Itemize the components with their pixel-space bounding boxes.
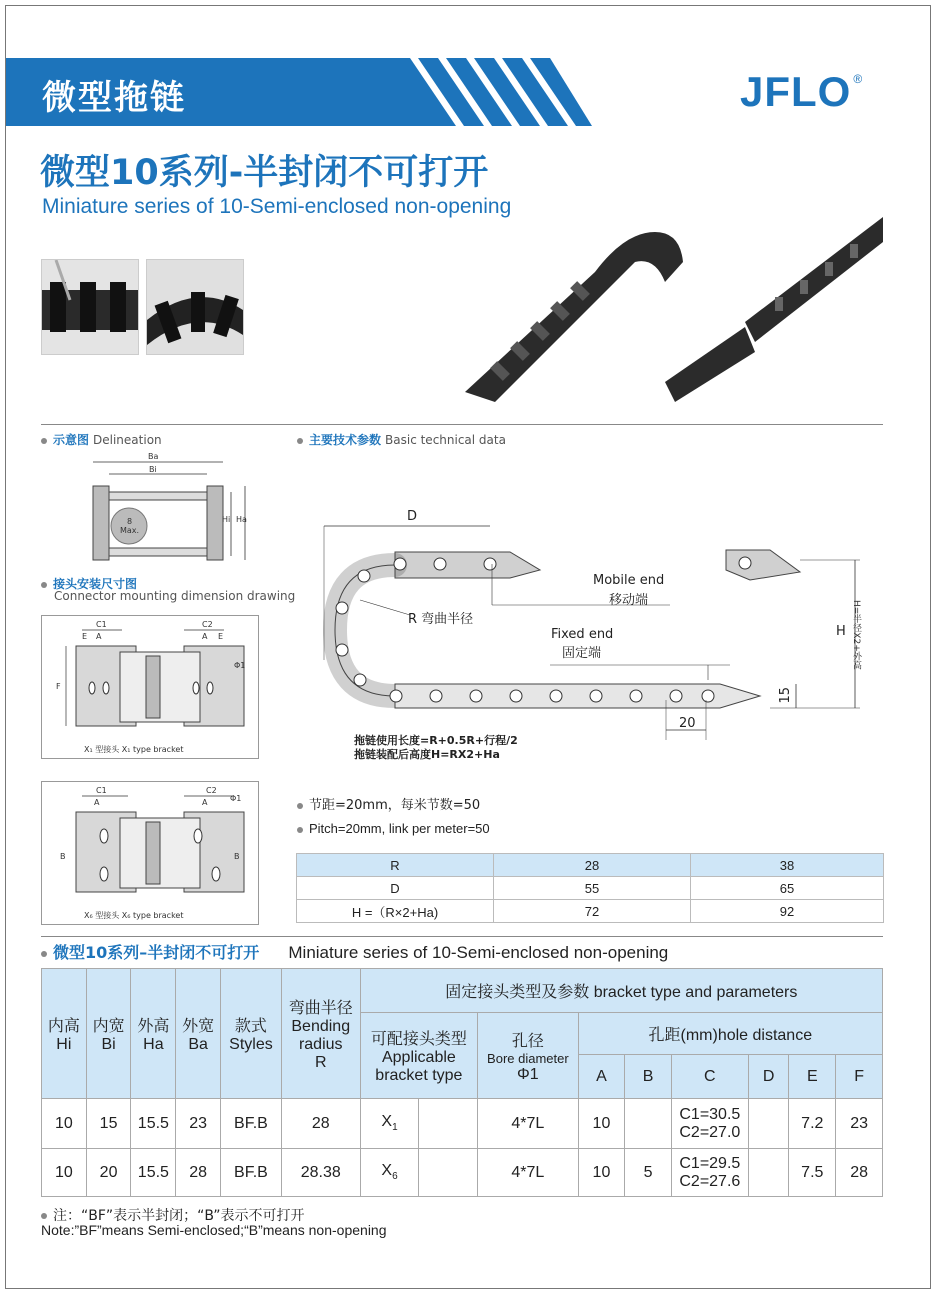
section-connector-en: Connector mounting dimension drawing — [54, 589, 296, 603]
x1-e-left: E — [82, 632, 88, 641]
x1-caption: X₁ 型接头 X₁ type bracket — [84, 745, 184, 754]
x1-a-left: A — [96, 632, 102, 641]
dim-bi: Bi — [149, 465, 157, 474]
product-photo-2 — [146, 259, 244, 355]
chain-diagram — [300, 500, 880, 750]
col-applicable: 可配接头类型 Applicable bracket type — [360, 1013, 478, 1099]
radius-label: R 弯曲半径 — [408, 612, 474, 627]
section-connector: 接头安装尺寸图 — [41, 575, 137, 592]
x1-f: F — [56, 682, 61, 691]
mobile-end-cn: 移动端 — [609, 593, 649, 608]
cell-type: $X_1$ — [360, 1099, 419, 1149]
table-header-row — [42, 969, 883, 1013]
cell-style: BF.B — [221, 1099, 282, 1149]
col-radius: 弯曲半径 Bending radius R — [281, 969, 360, 1099]
fixed-end-en: Fixed end — [551, 627, 614, 642]
ball-size: 8 — [127, 517, 133, 526]
pitch-cn: 节距=20mm，每米节数=50 — [297, 794, 480, 813]
col-f: F — [836, 1055, 883, 1099]
x1-a-right: A — [202, 632, 208, 641]
x1-c1: C1 — [96, 620, 107, 629]
banner-title: 微型拖链 — [42, 78, 186, 118]
dim-hi: Hi — [222, 515, 231, 524]
fixed-end-cn: 固定端 — [562, 646, 602, 661]
note-en: Note:”BF”means Semi-enclosed;“B”means non-opening — [41, 1222, 387, 1238]
dim-20: 20 — [679, 716, 696, 731]
x6-a-left: A — [94, 798, 100, 807]
cell-a: 10 — [578, 1149, 625, 1197]
table-cell: 92 — [691, 900, 884, 923]
x6-caption: X₆ 型接头 X₆ type bracket — [84, 911, 184, 920]
delineation-drawing — [85, 450, 255, 565]
x6-c2: C2 — [206, 786, 217, 795]
col-d: D — [748, 1055, 789, 1099]
table-row — [297, 854, 884, 877]
table-cell: 38 — [691, 854, 884, 877]
col-ba: 外宽 Ba — [176, 969, 221, 1099]
ball-max: Max. — [120, 526, 140, 535]
dim-d: D — [407, 509, 418, 524]
col-hi: 内高 Hi — [42, 969, 87, 1099]
cell-ba: 23 — [176, 1099, 221, 1149]
x6-phi: Φ1 — [230, 794, 242, 803]
table-cell: 65 — [691, 877, 884, 900]
divider-top — [41, 424, 883, 425]
col-a: A — [578, 1055, 625, 1099]
table-cell: 28 — [494, 854, 691, 877]
bracket-x1-drawing — [41, 615, 259, 759]
page-title-en: Miniature series of 10-Semi-enclosed non-opening — [42, 195, 512, 218]
pitch-en: Pitch=20mm, link per meter=50 — [297, 821, 490, 836]
cell-e: 7.5 — [789, 1149, 836, 1197]
cell-f: 23 — [836, 1099, 883, 1149]
cell-e: 7.2 — [789, 1099, 836, 1149]
cell-bore: 4*7L — [478, 1149, 578, 1197]
col-ha: 外高 Ha — [131, 969, 176, 1099]
cell-bi: 15 — [86, 1099, 131, 1149]
drag-chain-render — [455, 212, 885, 412]
cell-a: 10 — [578, 1099, 625, 1149]
x6-c1: C1 — [96, 786, 107, 795]
cell-type: $X_6$ — [360, 1149, 419, 1197]
col-styles: 款式 Styles — [221, 969, 282, 1099]
table-row — [297, 900, 884, 923]
section-tech-data: 主要技术参数 Basic technical data — [297, 431, 506, 448]
x6-a-right: A — [202, 798, 208, 807]
col-bore: 孔径 Bore diameter Φ1 — [478, 1013, 578, 1099]
cell-c: C1=30.5 C2=27.0 — [671, 1099, 748, 1149]
col-b: B — [625, 1055, 672, 1099]
divider-mid — [41, 936, 883, 937]
table-row — [297, 877, 884, 900]
section-delineation: 示意图 Delineation — [41, 431, 162, 448]
mobile-end-en: Mobile end — [593, 573, 665, 588]
table-cell: H =（R×2+Ha) — [297, 900, 494, 923]
cell-b — [625, 1099, 672, 1149]
cell-d — [748, 1149, 789, 1197]
x1-e-right: E — [218, 632, 224, 641]
section2-title: 微型10系列–半封闭不可打开 Miniature series of 10-Semi-enclosed non-opening — [41, 940, 668, 963]
brand-logo: JFLO ® — [740, 68, 864, 115]
cell-bi: 20 — [86, 1149, 131, 1197]
cell-ha: 15.5 — [131, 1149, 176, 1197]
col-bi: 内宽 Bi — [86, 969, 131, 1099]
cell-ba: 28 — [176, 1149, 221, 1197]
cell-type-blank — [419, 1149, 478, 1197]
x6-b-right: B — [234, 852, 240, 861]
table-cell: D — [297, 877, 494, 900]
table-cell: 55 — [494, 877, 691, 900]
cell-bore: 4*7L — [478, 1099, 578, 1149]
h-note: H=半径X2+外高 — [851, 600, 861, 670]
cell-f: 28 — [836, 1149, 883, 1197]
col-hole-distance: 孔距(mm)hole distance — [578, 1013, 882, 1055]
dim-15: 15 — [778, 687, 793, 704]
cell-b: 5 — [625, 1149, 672, 1197]
cell-type-blank — [419, 1099, 478, 1149]
dim-ba: Ba — [148, 452, 159, 461]
table-cell: 72 — [494, 900, 691, 923]
formula-height: 拖链装配后高度H=RX2+Ha — [354, 748, 500, 761]
page-title-cn: 微型10系列-半封闭不可打开 — [40, 153, 489, 193]
cell-d — [748, 1099, 789, 1149]
col-e: E — [789, 1055, 836, 1099]
table-row — [42, 1149, 883, 1197]
table-cell: R — [297, 854, 494, 877]
bracket-x6-drawing — [41, 781, 259, 925]
spec-table — [41, 968, 883, 1197]
dim-ha: Ha — [236, 515, 247, 524]
x1-phi: Φ1 — [234, 661, 246, 670]
cell-c: C1=29.5 C2=27.6 — [671, 1149, 748, 1197]
cell-hi: 10 — [42, 1149, 87, 1197]
cell-radius: 28 — [281, 1099, 360, 1149]
note-cn: 注：“BF”表示半封闭；“B”表示不可打开 — [41, 1205, 305, 1225]
cell-ha: 15.5 — [131, 1099, 176, 1149]
cell-style: BF.B — [221, 1149, 282, 1197]
col-bracket-group: 固定接头类型及参数 bracket type and parameters — [360, 969, 882, 1013]
radius-table — [296, 853, 884, 923]
col-c: C — [671, 1055, 748, 1099]
dim-h: H — [836, 624, 846, 639]
table-row — [42, 1099, 883, 1149]
product-photo-1 — [41, 259, 139, 355]
cell-radius: 28.38 — [281, 1149, 360, 1197]
x1-c2: C2 — [202, 620, 213, 629]
x6-b-left: B — [60, 852, 66, 861]
formula-length: 拖链使用长度=R+0.5R+行程/2 — [354, 734, 518, 747]
cell-hi: 10 — [42, 1099, 87, 1149]
